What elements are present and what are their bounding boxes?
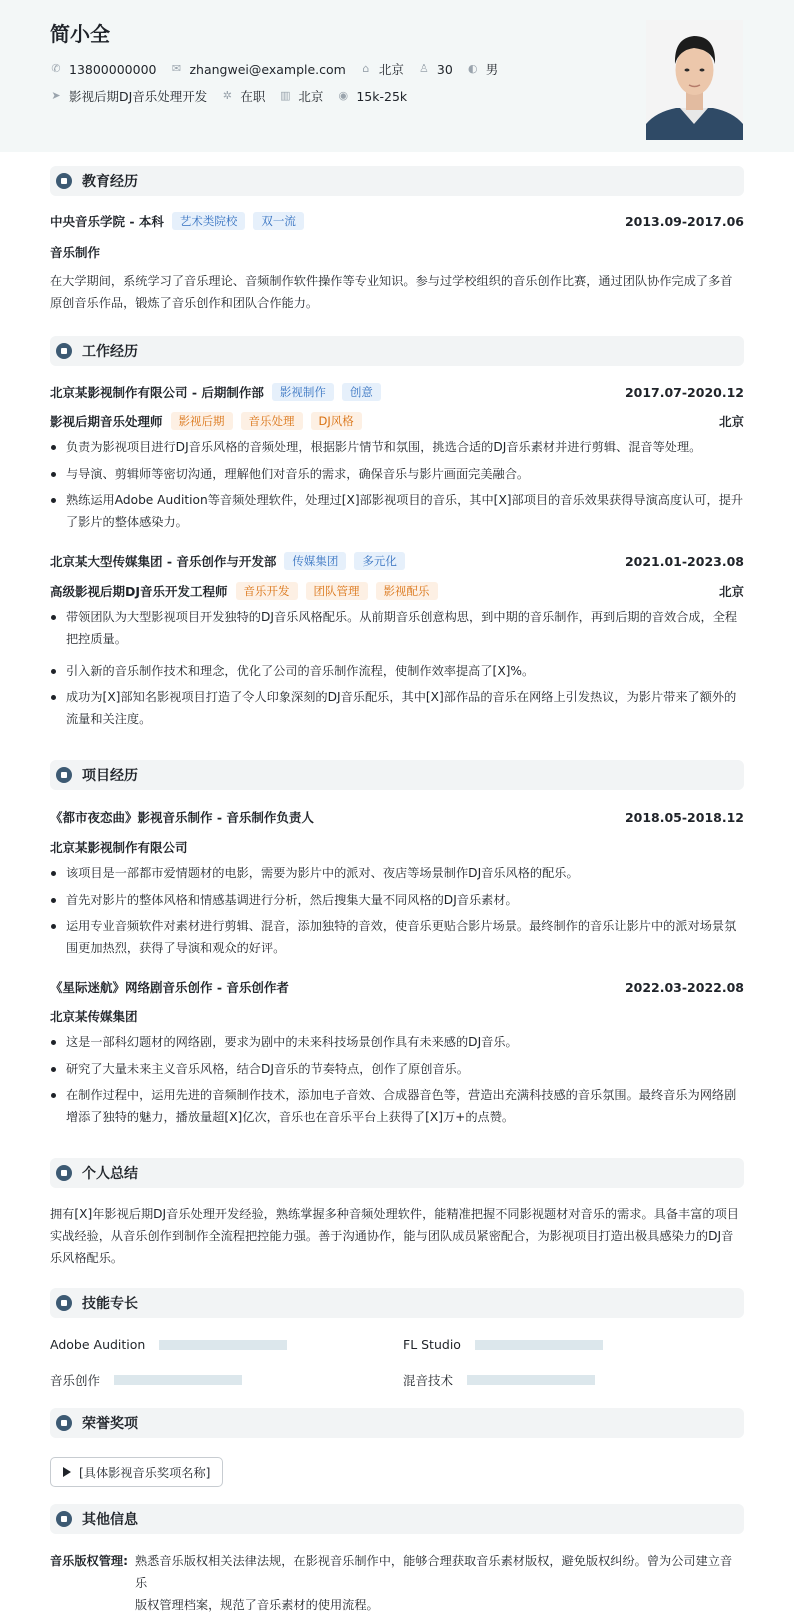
age: 30 [436, 61, 453, 77]
list-item: 这是一部科幻题材的网络剧，要求为剧中的未来科技场景创作具有未来感的DJ音乐。 [50, 1031, 744, 1053]
work-role-row [50, 582, 744, 600]
skill-item [50, 1371, 242, 1389]
job-role: 高级影视后期DJ音乐开发工程师 [50, 584, 228, 599]
section-other: 其他信息 [50, 1504, 744, 1534]
skill-item [50, 1337, 287, 1352]
email: zhangwei@example.com [189, 61, 346, 77]
project-title-row [50, 808, 744, 826]
gender-icon: ◐ [467, 62, 478, 75]
grid-icon [56, 767, 72, 783]
company-name: 北京某大型传媒集团 - 音乐创作与开发部 [50, 554, 277, 569]
skill-bar [467, 1375, 595, 1385]
work-role-row [50, 412, 744, 430]
briefcase-icon [56, 343, 72, 359]
profile-photo [646, 20, 743, 140]
building-icon: ▥ [280, 89, 291, 102]
skill-item [403, 1337, 603, 1352]
company-tag: 创意 [342, 383, 381, 401]
school-name: 中央音乐学院 - 本科 [50, 214, 164, 229]
section-projects: 项目经历 [50, 760, 744, 790]
skill-name: 音乐创作 [50, 1373, 101, 1388]
list-item: 负责为影视项目进行DJ音乐风格的音频处理，根据影片情节和氛围，挑选合适的DJ音乐素材并进行剪辑、混音等处理。 [50, 436, 744, 458]
section-work: 工作经历 [50, 336, 744, 366]
job-role: 影视后期音乐处理师 [50, 414, 163, 429]
role-tag: 团队管理 [306, 582, 368, 600]
bar-chart-icon [56, 1295, 72, 1311]
list-item: 与导演、剪辑师等密切沟通，理解他们对音乐的需求，确保音乐与影片画面完美融合。 [50, 463, 744, 485]
phone-icon: ✆ [51, 62, 61, 75]
home-icon: ⌂ [362, 62, 370, 75]
gear-icon: ✲ [222, 89, 232, 102]
role-tag: 影视配乐 [376, 582, 438, 600]
list-item: 研究了大量未来主义音乐风格，结合DJ音乐的节奏特点，创作了原创音乐。 [50, 1058, 744, 1080]
education-desc: 在大学期间，系统学习了音乐理论、音频制作软件操作等专业知识。参与过学校组织的音乐创作比赛，通过团队协作完成了多首原创音乐作品，锻炼了音乐创作和团队合作能力。 [50, 274, 733, 310]
contact-row [50, 60, 512, 78]
section-awards: 荣誉奖项 [50, 1408, 744, 1438]
phone: 13800000000 [69, 61, 157, 77]
list-item: 该项目是一部都市爱情题材的电影，需要为影片中的派对、夜店等场景制作DJ音乐风格的配乐。 [50, 862, 744, 884]
job-status: 在职 [240, 89, 266, 104]
salary: 15k-25k [356, 88, 408, 104]
school-tag: 艺术类院校 [172, 212, 246, 230]
skill-name: Adobe Audition [50, 1337, 146, 1352]
info-icon [56, 1511, 72, 1527]
list-item: 引入新的音乐制作技术和理念，优化了公司的音乐制作流程，使制作效率提高了[X]%。 [50, 660, 744, 682]
skill-item [403, 1371, 595, 1389]
section-education: 教育经历 [50, 166, 744, 196]
education-row [50, 212, 744, 230]
target-position: 影视后期DJ音乐处理开发 [69, 89, 208, 104]
list-item: 在制作过程中，运用先进的音频制作技术，添加电子音效、合成器音色等，营造出充满科技感的音乐氛围。最终音乐为网络剧增添了独特的魅力，播放量超[X]亿次，音乐也在音乐平台上获得了[X]万+的点赞。 [50, 1084, 744, 1128]
work-date: 2017.07-2020.12 [624, 384, 744, 400]
gender: 男 [485, 62, 499, 77]
work-company-row [50, 552, 744, 570]
expand-triangle-icon [63, 1467, 71, 1477]
award-item[interactable] [50, 1457, 223, 1487]
project-title-row [50, 978, 744, 996]
summary-text: 拥有[X]年影视后期DJ音乐处理开发经验，熟练掌握多种音频处理软件，能精准把握不同影视题材对音乐的需求。具备丰富的项目实战经验，从音乐创作到制作全流程把控能力强。善于沟通协作，能与团队成员紧密配合，为影视项目打造出极具感染力的DJ音乐风格配乐。 [50, 1207, 739, 1265]
list-item: 首先对影片的整体风格和情感基调进行分析，然后搜集大量不同风格的DJ音乐素材。 [50, 889, 744, 911]
role-tag: DJ风格 [311, 412, 362, 430]
list-item: 成功为[X]部知名影视项目打造了令人印象深刻的DJ音乐配乐，其中[X]部作品的音乐在网络上引发热议，为影片带来了额外的流量和关注度。 [50, 686, 744, 730]
company-tag: 传媒集团 [284, 552, 346, 570]
skill-bar [159, 1340, 287, 1350]
work-company-row [50, 383, 744, 401]
target-city: 北京 [298, 89, 324, 104]
skill-name: 混音技术 [403, 1373, 454, 1388]
list-item: 带领团队为大型影视项目开发独特的DJ音乐风格配乐。从前期音乐创意构思，到中期的音乐制作，再到后期的音效合成，全程把控质量。 [50, 606, 744, 650]
skill-bar [475, 1340, 603, 1350]
role-tag: 音乐开发 [236, 582, 298, 600]
skill-bar [114, 1375, 242, 1385]
other-text: 熟悉音乐版权相关法律法规，在影视音乐制作中，能够合理获取音乐素材版权，避免版权纠纷。曾为公司建立音乐 版权管理档案，规范了音乐素材的使用流程。 [135, 1554, 733, 1612]
project-title: 《星际迷航》网络剧音乐创作 - 音乐创作者 [50, 980, 289, 995]
age-icon: ♙ [418, 62, 429, 75]
work-city: 北京 [718, 414, 744, 429]
list-item: 熟练运用Adobe Audition等音频处理软件，处理过[X]部影视项目的音乐，其中[X]部项目的音乐效果获得导演高度认可，提升了影片的整体感染力。 [50, 489, 744, 533]
work-date: 2021.01-2023.08 [624, 553, 744, 569]
work-city: 北京 [718, 584, 744, 599]
graduation-cap-icon [56, 173, 72, 189]
project-org: 北京某传媒集团 [50, 1009, 138, 1024]
user-icon [56, 1165, 72, 1181]
role-tag: 影视后期 [171, 412, 233, 430]
project-org: 北京某影视制作有限公司 [50, 840, 188, 855]
other-label: 音乐版权管理: [50, 1554, 128, 1568]
trophy-icon [56, 1415, 72, 1431]
section-skills: 技能专长 [50, 1288, 744, 1318]
salary-icon: ◉ [338, 89, 349, 102]
award-name: [具体影视音乐奖项名称] [79, 1465, 211, 1480]
city: 北京 [378, 62, 404, 77]
company-name: 北京某影视制作有限公司 - 后期制作部 [50, 385, 264, 400]
send-icon: ➤ [51, 89, 61, 102]
project-date: 2022.03-2022.08 [624, 979, 744, 995]
intent-row [50, 87, 421, 105]
school-tag: 双一流 [253, 212, 304, 230]
list-item: 运用专业音频软件对素材进行剪辑、混音，添加独特的音效，使音乐更贴合影片场景。最终制作的音乐让影片中的派对场景氛围更加热烈，获得了导演和观众的好评。 [50, 915, 744, 959]
project-title: 《都市夜恋曲》影视音乐制作 - 音乐制作负责人 [50, 810, 314, 825]
section-summary: 个人总结 [50, 1158, 744, 1188]
education-date: 2013.09-2017.06 [624, 213, 744, 229]
candidate-name: 简小全 [50, 22, 110, 46]
company-tag: 多元化 [354, 552, 405, 570]
role-tag: 音乐处理 [241, 412, 303, 430]
mail-icon: ✉ [171, 62, 182, 75]
major: 音乐制作 [50, 245, 101, 260]
company-tag: 影视制作 [272, 383, 334, 401]
project-date: 2018.05-2018.12 [624, 809, 744, 825]
skill-name: FL Studio [403, 1337, 461, 1352]
